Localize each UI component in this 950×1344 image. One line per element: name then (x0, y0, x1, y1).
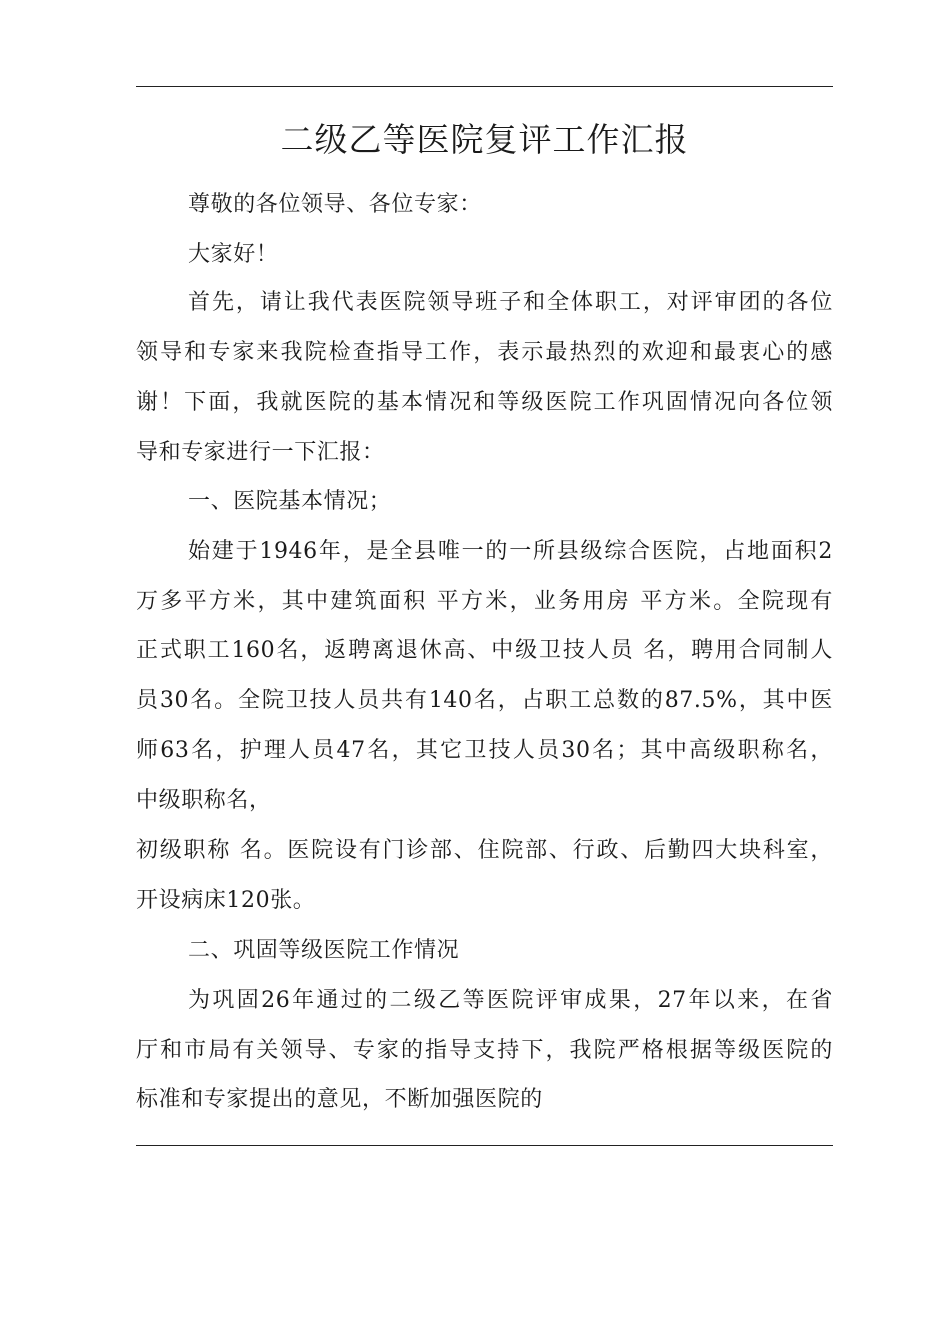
greeting: 大家好！ (188, 242, 279, 267)
header-rule (136, 86, 833, 87)
paragraph-line: 首先，请让我代表医院领导班子和全体职工，对评审团的各位 (188, 290, 833, 315)
section-heading-2: 二、巩固等级医院工作情况 (188, 938, 460, 963)
paragraph-line: 领导和专家来我院检查指导工作，表示最热烈的欢迎和最衷心的感 (136, 340, 833, 365)
document-title: 二级乙等医院复评工作汇报 (280, 120, 689, 159)
paragraph-line: 正式职工160名，返聘离退休高、中级卫技人员 名，聘用合同制人 (136, 638, 833, 663)
paragraph-line: 标准和专家提出的意见，不断加强医院的 (136, 1087, 543, 1112)
paragraph-line: 导和专家进行一下汇报： (136, 440, 385, 465)
section-heading-1: 一、医院基本情况； (188, 489, 392, 514)
paragraph-line: 中级职称名， (136, 788, 272, 813)
paragraph-line: 初级职称 名。医院设有门诊部、住院部、行政、后勤四大块科室， (136, 838, 833, 863)
paragraph-line: 员30名。全院卫技人员共有140名，占职工总数的87.5%，其中医 (136, 688, 833, 713)
paragraph-line: 谢！下面，我就医院的基本情况和等级医院工作巩固情况向各位领 (136, 390, 833, 415)
paragraph-line: 开设病床120张。 (136, 888, 316, 913)
paragraph-line: 始建于1946年，是全县唯一的一所县级综合医院，占地面积2 (188, 539, 833, 564)
paragraph-line: 师63名，护理人员47名，其它卫技人员30名；其中高级职称名， (136, 738, 833, 763)
paragraph-line: 为巩固26年通过的二级乙等医院评审成果，27年以来，在省 (188, 988, 833, 1013)
footer-rule (136, 1145, 833, 1146)
paragraph-line: 万多平方米，其中建筑面积 平方米，业务用房 平方米。全院现有 (136, 589, 833, 614)
salutation: 尊敬的各位领导、各位专家： (188, 192, 482, 217)
paragraph-line: 厅和市局有关领导、专家的指导支持下，我院严格根据等级医院的 (136, 1038, 833, 1063)
